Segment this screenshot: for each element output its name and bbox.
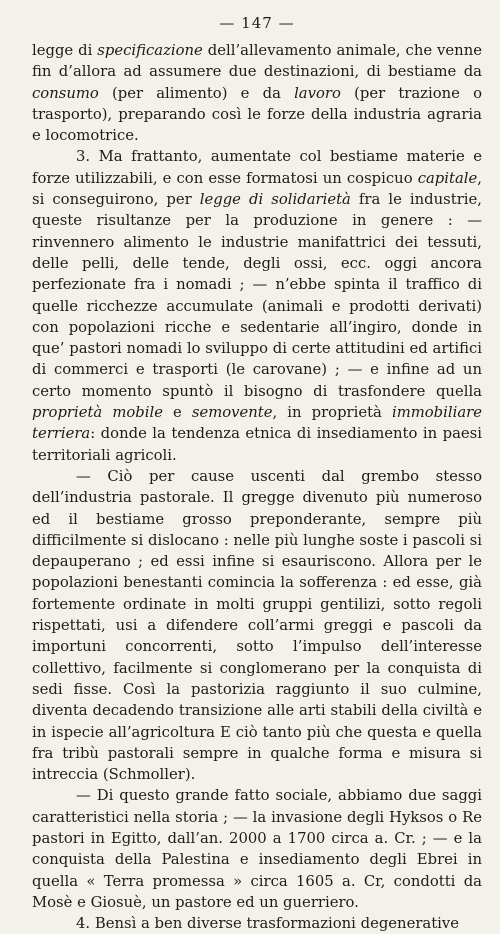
text-run: — Ciò per cause uscenti dal grembo stesso dell’industria pastorale. Il gregge divenuto più numeroso ed il bestiame grosso preponderante, sempre più difficilmente si dislocano : nelle più lunghe soste i pascoli si depauperano ; ed essi infine si esauriscono. Allora per le popolazioni benestanti comincia la sofferenza : ed esse, già fortemente ordinate in molti gruppi gentilizi, sotto regoli rispettati, usi a difendere coll’armi greggi e pascoli da importuni concorrenti, sotto l’impulso dell’interesse collettivo, facilmente si conglomerano per la conquista di sedi fisse. Così la pastorizia raggiunto il suo culmine, diventa decadendo transizione alle arti stabili della civiltà e in ispecie all’agricoltura E ciò tanto più che questa e quella fra tribù pastorali sempre in qualche forma e misura si intreccia (Schmoller).	[32, 467, 482, 784]
text-run: : donde la tendenza etnica di insediamento in paesi territoriali agricoli.	[32, 425, 482, 464]
text-run: , si conseguirono, per	[32, 169, 482, 209]
page-number: — 147 —	[219, 14, 295, 32]
italic-text: proprietà mobile	[32, 404, 163, 422]
italic-text: semovente	[191, 404, 273, 422]
text-run: , in proprietà	[272, 404, 392, 422]
paragraph	[32, 146, 482, 465]
text-run: (per trazione o trasporto), preparando così le forze della industria agraria e locomotrice.	[32, 84, 482, 145]
italic-text: immobiliare terriera	[32, 404, 482, 443]
text-run: dell’allevamento animale, che venne fin d’allora ad assumere due destinazioni, di bestiame da	[32, 42, 482, 81]
text-run: — Di questo grande fatto sociale, abbiamo due saggi caratteristici nella storia ; — la invasione degli Hyksos o Re pastori in Egitto, dall’an. 2000 a 1700 circa a. Cr. ; — e la conquista della Palestina e insediamento degli Ebrei in quella « Terra promessa » circa 1605 a. Cr, condotti da Mosè e Giosuè, un pastore ed un guerriero.	[32, 787, 482, 911]
paragraph	[32, 40, 482, 146]
paragraph	[32, 913, 482, 934]
text-run: fra le industrie, queste risultanze per la produzione in genere : — rinvennero alimento le industrie manifattrici dei tessuti, delle pelli, delle tende, degli ossi, ecc. oggi ancora perfezionate fra i nomadi ; — n’ebbe spinta il traffico di quelle ricchezze accumulate (animali e prodotti derivati) con popolazioni ricche e sedentarie all’ingiro, donde in que’ pastori nomadi lo sviluppo di certe attitudini ed artifici di commerci e trasporti (le carovane) ; — e infine ad un certo momento spuntò il bisogno di trasfondere quella	[32, 191, 482, 400]
paragraph	[32, 466, 482, 785]
paragraph	[32, 785, 482, 913]
italic-text: specificazione	[97, 42, 203, 59]
italic-text: legge di solidarietà	[199, 191, 351, 209]
italic-text: capitale	[417, 169, 478, 187]
italic-text: consumo	[32, 84, 99, 102]
text-run: legge di	[32, 42, 98, 59]
text-run: 4. Bensì a ben diverse trasformazioni degenerative	[76, 915, 460, 933]
italic-text: lavoro	[294, 84, 341, 102]
text-run: (per alimento) e da	[98, 84, 295, 102]
text-run: e	[162, 404, 192, 422]
text-run: 3. Ma frattanto, aumentate col bestiame materie e forze utilizzabili, e con esse formatosi un cospicuo	[32, 148, 482, 187]
